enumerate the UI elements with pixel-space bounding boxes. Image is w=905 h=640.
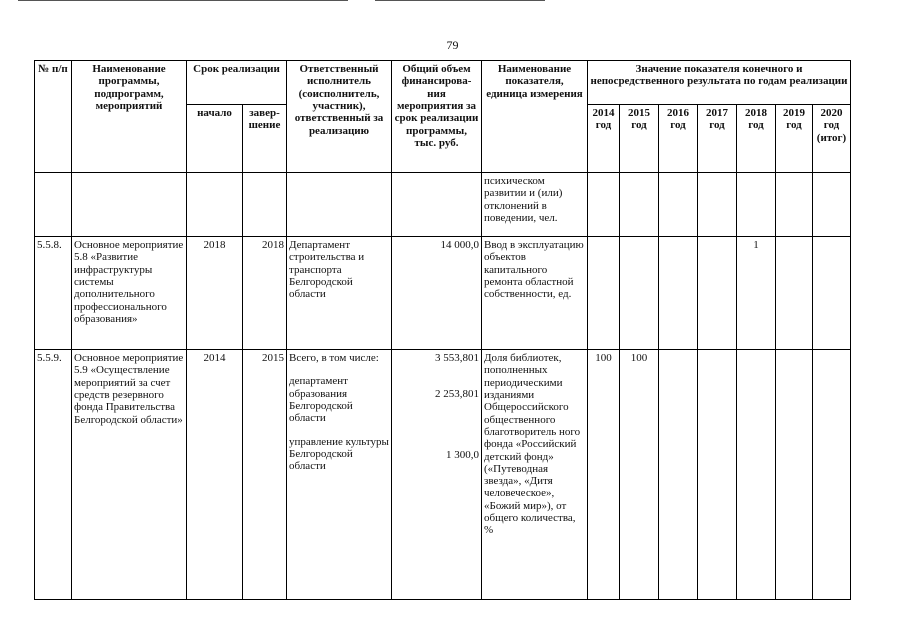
header-values: Значение показателя конечного и непосредственного результата по годам реализации <box>588 61 851 105</box>
header-start: начало <box>187 105 243 173</box>
row-indicator: Ввод в эксплуатацию объектов капитального ремонта областной собственности, ед. <box>482 237 588 350</box>
volume-education: 2 253,801 <box>435 388 479 401</box>
header-term: Срок реализации <box>187 61 287 105</box>
row-indicator: Доля библиотек, пополненных периодическими изданиями Общероссийского общественного благотворитель ного фонда «Российский детский фонд» («Путеводная звезда», «Дитя человеческое», «Божий мир»), от общего количества, % <box>482 350 588 600</box>
responsible-education-dept: департамент образования Белгородской области <box>289 375 353 425</box>
row-indicator: психическом развитии и (или) отклонений в поведении, чел. <box>482 173 588 237</box>
header-volume: Общий объем финансирова-ния мероприятия за срок реализации программы, тыс. руб. <box>392 61 482 173</box>
row-start: 2014 <box>187 350 243 600</box>
row-no: 5.5.8. <box>35 237 72 350</box>
volume-total: 3 553,801 <box>435 352 479 364</box>
header-end: завер-шение <box>243 105 287 173</box>
header-year-2015: 2015 год <box>620 105 659 173</box>
table-row <box>35 237 851 350</box>
header-responsible: Ответственный исполнитель (соисполнитель, участник), ответственный за реализацию <box>287 61 392 173</box>
row-responsible: Департамент строительства и транспорта Белгородской области <box>287 237 392 350</box>
row-start: 2018 <box>187 237 243 350</box>
row-no: 5.5.9. <box>35 350 72 600</box>
page-number: 79 <box>446 38 459 52</box>
table-row <box>35 350 851 600</box>
header-indicator: Наименование показателя, единица измерения <box>482 61 588 173</box>
header-row-1 <box>35 61 851 105</box>
table-row <box>35 173 851 237</box>
row-value-2015: 100 <box>620 350 659 600</box>
header-no: № п/п <box>35 61 72 173</box>
responsible-culture-dept: управление культуры Белгородской области <box>289 435 389 473</box>
volume-culture: 1 300,0 <box>446 448 479 461</box>
header-year-2019: 2019 год <box>776 105 813 173</box>
header-year-2020: 2020 год (итог) <box>813 105 851 173</box>
row-end: 2018 <box>243 237 287 350</box>
row-value-2014: 100 <box>588 350 620 600</box>
header-name: Наименование программы, подпрограмм, мероприятий <box>72 61 187 173</box>
row-end: 2015 <box>243 350 287 600</box>
header-year-2014: 2014 год <box>588 105 620 173</box>
scan-edge-line <box>18 0 348 1</box>
row-volume <box>392 350 482 600</box>
header-year-2016: 2016 год <box>659 105 698 173</box>
program-table <box>34 60 851 600</box>
row-responsible <box>287 350 392 600</box>
row-volume: 14 000,0 <box>392 237 482 350</box>
scan-edge-line <box>375 0 545 1</box>
header-year-2017: 2017 год <box>698 105 737 173</box>
row-value-2018: 1 <box>737 237 776 350</box>
header-year-2018: 2018 год <box>737 105 776 173</box>
row-name: Основное мероприятие 5.8 «Развитие инфраструктуры системы дополнительного профессионального образования» <box>72 237 187 350</box>
row-name: Основное мероприятие 5.9 «Осуществление мероприятий за счет средств резервного фонда Правительства Белгородской области» <box>72 350 187 600</box>
responsible-total: Всего, в том числе: <box>289 352 379 364</box>
